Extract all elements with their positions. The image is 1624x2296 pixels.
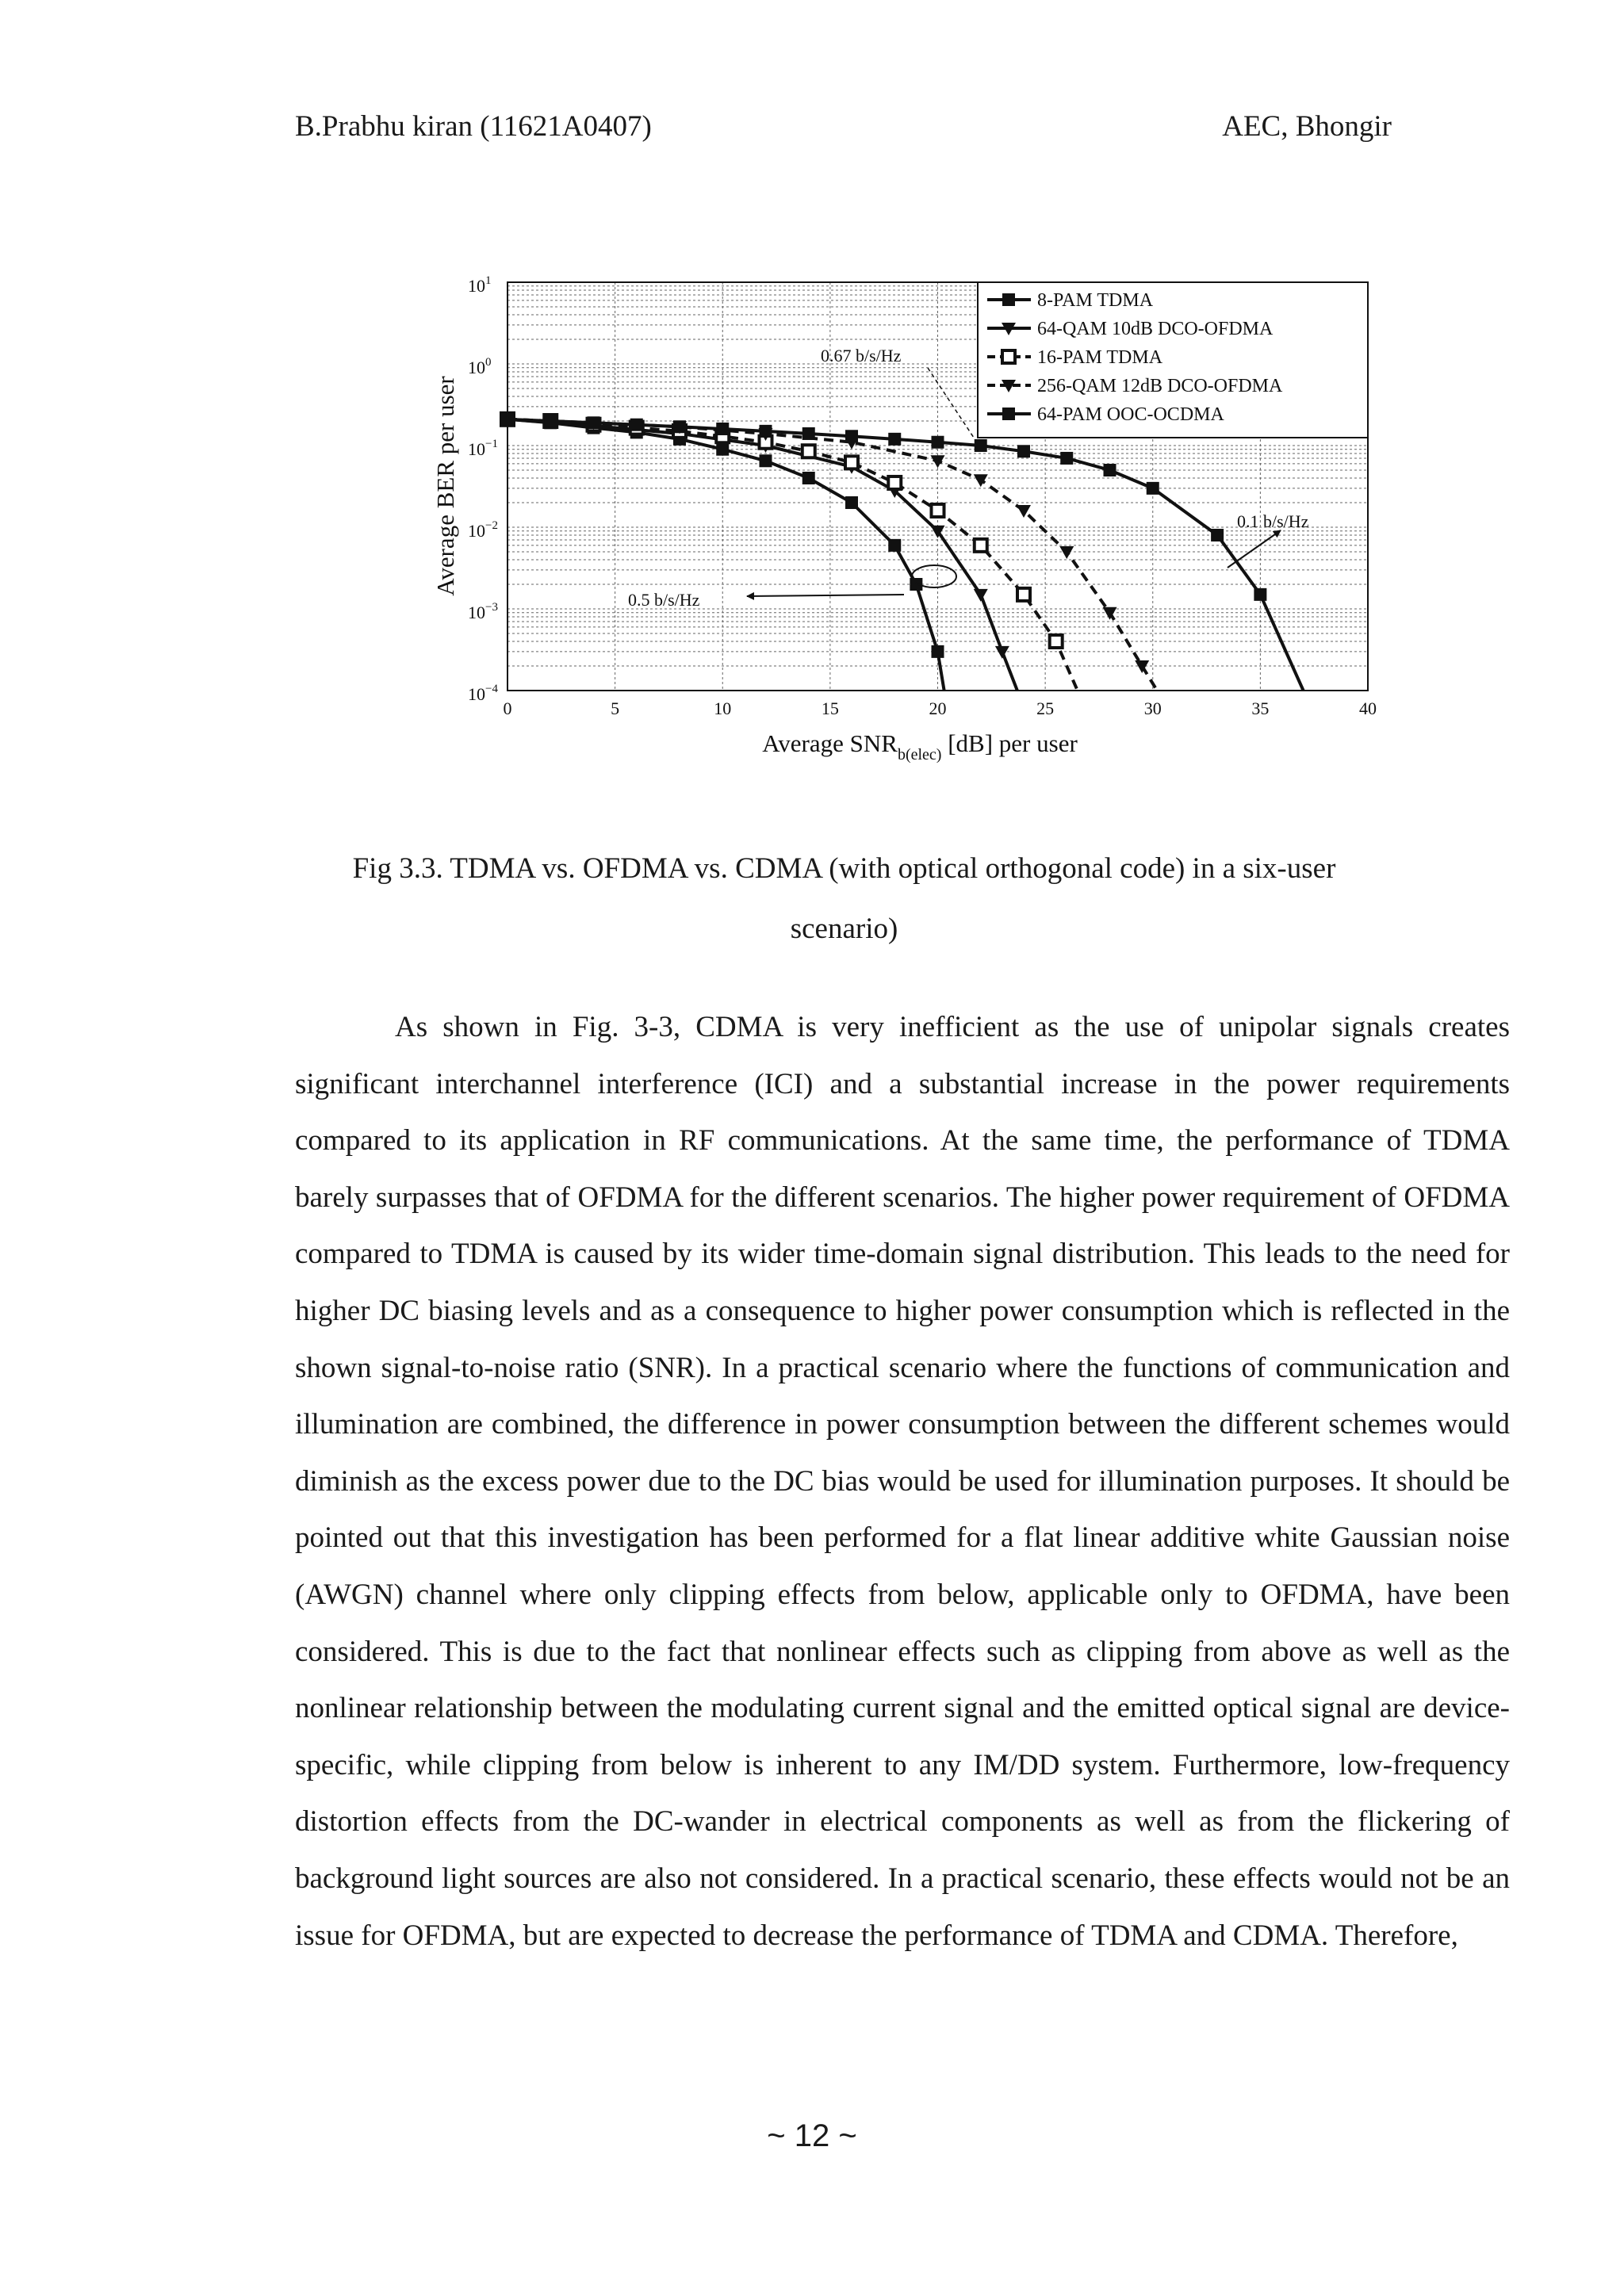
- data-point: [932, 504, 944, 517]
- series-line-3: [508, 419, 1078, 691]
- data-point: [716, 443, 729, 456]
- y-axis-label: Average BER per user: [431, 376, 459, 596]
- y-tick-label: $10^{-4}$: [468, 683, 498, 704]
- data-point: [760, 454, 772, 467]
- data-point: [845, 496, 858, 509]
- data-point: [802, 472, 815, 484]
- data-point: [1050, 635, 1063, 648]
- data-point: [932, 436, 944, 449]
- body-paragraph: As shown in Fig. 3-3, CDMA is very inefficient as the use of unipolar signals creates significant interchannel interference (ICI) and a substantial increase in the power requirements compared to its application in RF communications. At the same time, the performance of TDMA barely surpasses that of OFDMA for the different scenarios. The higher power requirement of OFDMA compared to TDMA is caused by its wider time-domain signal distribution. This leads to the need for higher DC biasing levels and as a consequence to higher power consumption which is reflected in the shown signal-to-noise ratio (SNR). In a practical scenario where the functions of communication and illumination are combined, the difference in power consumption between the different schemes would diminish as the excess power due to the DC bias would be used for illumination purposes. It should be pointed out that this investigation has been performed for a flat linear additive white Gaussian noise (AWGN) channel where only clipping effects from below, applicable only to OFDMA, have been considered. This is due to the fact that nonlinear effects such as clipping from above as well as the nonlinear relationship between the modulating current signal and the emitted optical signal are device-specific, while clipping from below is inherent to any IM/DD system. Furthermore, low-frequency distortion effects from the DC-wander in electrical components as well as from the flickering of background light sources are also not considered. In a practical scenario, these effects would not be an issue for OFDMA, but are expected to decrease the performance of TDMA and CDMA. Therefore,: [295, 1011, 1510, 1952]
- y-axis-ticks: [468, 274, 498, 704]
- data-point: [716, 423, 729, 435]
- legend-label: 8-PAM TDMA: [1037, 290, 1154, 311]
- data-point: [974, 589, 988, 602]
- data-point: [1017, 445, 1030, 457]
- data-point: [1060, 452, 1073, 465]
- data-point: [1211, 529, 1224, 541]
- x-tick-label: 40: [1359, 698, 1377, 718]
- legend-marker: [1002, 293, 1015, 306]
- data-point: [1147, 482, 1159, 495]
- data-point: [673, 420, 686, 433]
- x-tick-label: 10: [714, 698, 732, 718]
- data-point: [1254, 588, 1266, 601]
- legend-label: 16-PAM TDMA: [1037, 347, 1163, 368]
- header-institution: AEC, Bhongir: [1222, 110, 1392, 143]
- x-tick-label: 35: [1251, 698, 1270, 718]
- y-tick-label: $10^1$: [468, 274, 492, 296]
- data-point: [1104, 464, 1116, 476]
- caption-line-1: Fig 3.3. TDMA vs. OFDMA vs. CDMA (with optical orthogonal code) in a six-user: [352, 852, 1336, 885]
- data-point: [888, 433, 901, 446]
- data-point: [888, 539, 901, 552]
- data-point: [1059, 546, 1074, 559]
- x-tick-label: 5: [611, 698, 620, 718]
- data-point: [802, 427, 815, 440]
- x-tick-label: 20: [929, 698, 947, 718]
- data-point: [910, 578, 922, 591]
- series-line-5: [508, 419, 1304, 691]
- x-tick-label: 30: [1143, 698, 1162, 718]
- legend-label: 64-QAM 10dB DCO-OFDMA: [1037, 319, 1274, 339]
- annotation-067: 0.67 b/s/Hz: [821, 346, 902, 365]
- legend-label: 256-QAM 12dB DCO-OFDMA: [1037, 376, 1283, 396]
- data-point: [888, 476, 901, 489]
- legend: [978, 282, 1368, 438]
- y-tick-label: $10^0$: [468, 356, 492, 377]
- data-point: [588, 416, 600, 429]
- annotation-05: 0.5 b/s/Hz: [628, 590, 700, 610]
- data-point: [760, 425, 772, 438]
- data-point: [544, 415, 557, 427]
- data-point: [1017, 588, 1030, 601]
- y-tick-label: $10^{-2}$: [468, 519, 498, 541]
- annotation-01: 0.1 b/s/Hz: [1237, 511, 1309, 531]
- caption-line-2: scenario): [790, 913, 898, 945]
- ber-snr-chart: [420, 255, 1396, 810]
- data-point: [974, 474, 988, 487]
- header-author: B.Prabhu kiran (11621A0407): [295, 110, 652, 143]
- data-point: [802, 445, 815, 457]
- y-tick-label: $10^{-1}$: [468, 438, 498, 459]
- data-point: [845, 430, 858, 442]
- data-point: [845, 456, 858, 469]
- legend-label: 64-PAM OOC-OCDMA: [1037, 404, 1224, 425]
- series-line-4: [508, 419, 1157, 691]
- data-point: [975, 539, 987, 552]
- data-point: [931, 455, 945, 468]
- x-tick-label: 0: [503, 698, 512, 718]
- x-tick-label: 15: [821, 698, 839, 718]
- data-point: [932, 645, 944, 658]
- figure-caption: [295, 839, 1393, 959]
- page-number: ~ 12 ~: [767, 2118, 857, 2153]
- y-tick-label: $10^{-3}$: [468, 601, 498, 622]
- x-axis-ticks: [504, 698, 1377, 718]
- data-point: [630, 419, 643, 431]
- x-tick-label: 25: [1036, 698, 1055, 718]
- legend-marker: [1002, 350, 1015, 363]
- data-point: [995, 646, 1009, 659]
- series-line-1: [508, 419, 944, 691]
- x-axis-label: Average $SNR_{b(elec)}$ [dB] per user: [762, 729, 1078, 763]
- chart-series: [500, 413, 1304, 691]
- legend-marker: [1002, 408, 1015, 420]
- data-point: [975, 439, 987, 452]
